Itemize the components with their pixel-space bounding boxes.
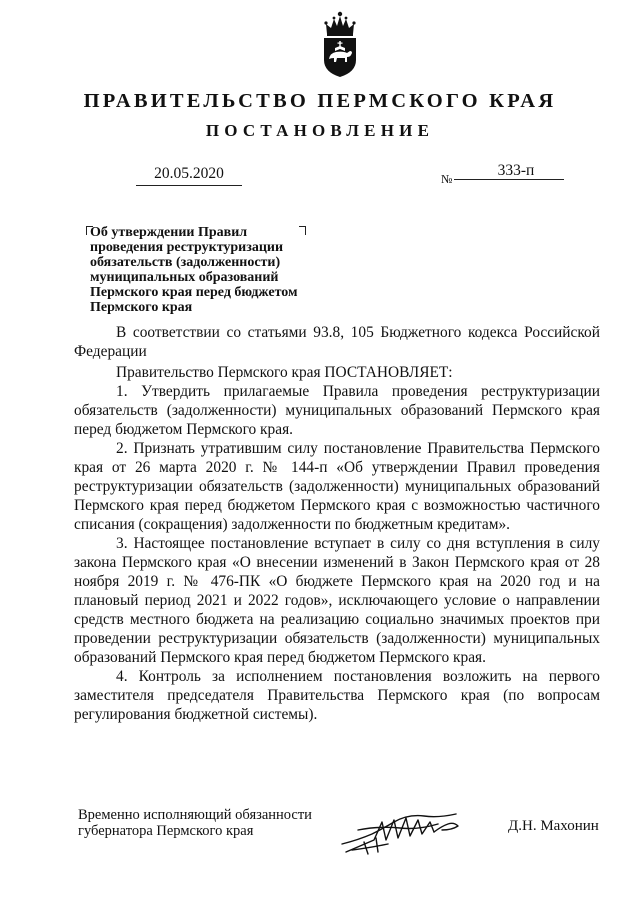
- body-paragraph-1: 1. Утвердить прилагаемые Правила проведения реструктуризации обязательств (задолженности) муниципальных образований Пермского края перед бюджетом Пермского края.: [74, 383, 600, 438]
- subject-line: муниципальных образований: [90, 270, 279, 285]
- subject-line: проведения реструктуризации: [90, 240, 284, 255]
- body-paragraph-preamble: В соответствии со статьями 93.8, 105 Бюджетного кодекса Российской Федерации: [74, 324, 600, 360]
- subject-line: Пермского края перед бюджетом: [90, 285, 298, 300]
- signer-role-line: Временно исполняющий обязанности: [78, 807, 312, 823]
- body-paragraph-resolves: Правительство Пермского края ПОСТАНОВЛЯЕТ:: [116, 364, 453, 381]
- document-date: 20.05.2020: [136, 165, 242, 186]
- body-paragraph-2: 2. Признать утратившим силу постановление Правительства Пермского края от 26 марта 2020 г. № 144-п «Об утверждении Правил проведения реструктуризации обязательств (задолженности) муниципальных образований Пермского края перед бюджетом Пермского края с возможностью частичного списания (сокращения) задолженности по бюджетным кредитам».: [74, 440, 600, 533]
- body-paragraph-3: 3. Настоящее постановление вступает в силу со дня вступления в силу закона Пермского края «О внесении изменений в Закон Пермского края от 28 ноября 2019 г. № 476-ПК «О бюджете Пермского края на 2020 год и на плановый период 2021 и 2022 годов», исключающего условие о направлении средств местного бюджета на реализацию социально значимых проектов при проведении реструктуризации обязательств (задолженности) муниципальных образований Пермского края перед бюджетом Пермского края.: [74, 535, 600, 666]
- signer-role-line: губернатора Пермского края: [78, 823, 254, 839]
- coat-of-arms-icon: [318, 8, 362, 78]
- document-type: ПОСТАНОВЛЕНИЕ: [205, 121, 435, 140]
- signer-name: Д.Н. Махонин: [508, 818, 599, 834]
- organization-title: ПРАВИТЕЛЬСТВО ПЕРМСКОГО КРАЯ: [83, 90, 557, 112]
- number-label: №: [441, 172, 453, 186]
- subject-line: обязательств (задолженности): [90, 255, 281, 270]
- document-subject: [90, 225, 330, 315]
- document-body: [74, 323, 600, 724]
- subject-line: Пермского края: [90, 300, 193, 315]
- signature-icon: [338, 800, 463, 858]
- signer-role: [78, 807, 338, 839]
- document-number: 333-п: [497, 162, 535, 179]
- subject-line: Об утверждении Правил: [90, 225, 248, 240]
- body-paragraph-4: 4. Контроль за исполнением постановления возложить на первого заместителя председателя Правительства Пермского края (по вопросам регулирования бюджетной системы).: [74, 668, 600, 723]
